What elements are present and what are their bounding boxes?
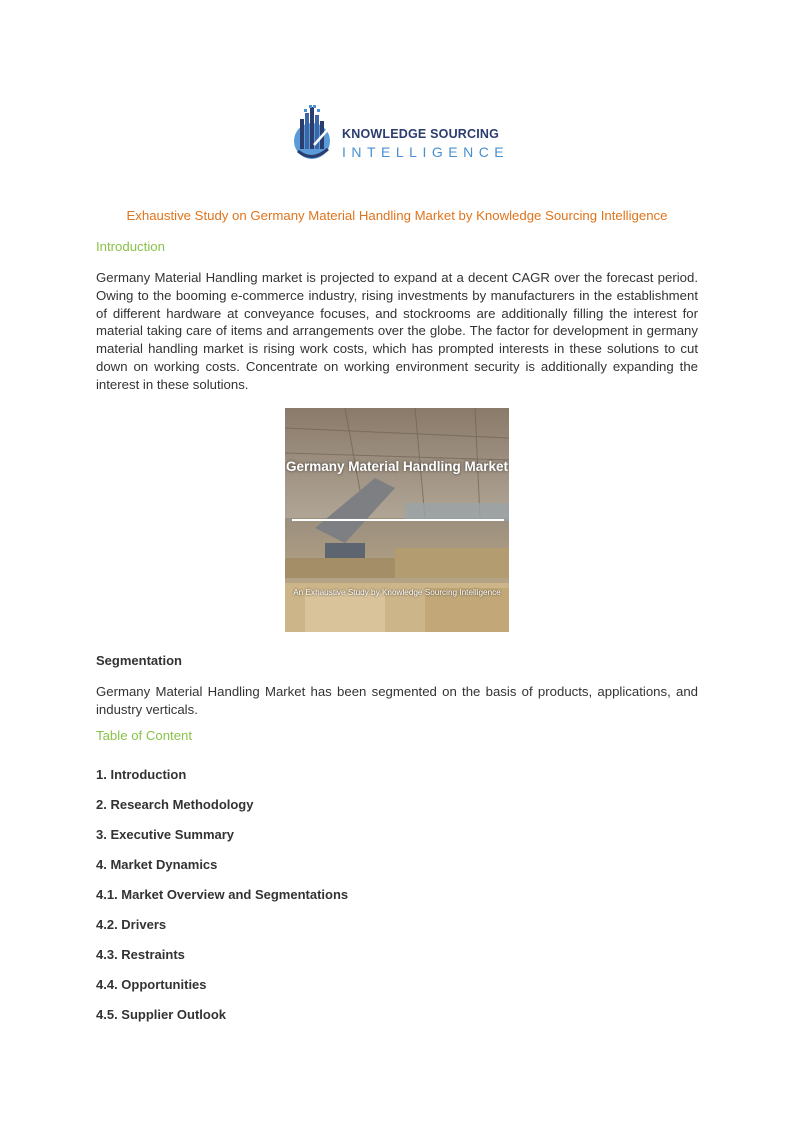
hero-divider (292, 519, 504, 521)
toc-item: 4.5. Supplier Outlook (96, 1007, 227, 1022)
toc-item: 4. Market Dynamics (96, 857, 218, 872)
toc-item: 2. Research Methodology (96, 797, 254, 812)
hero-title: Germany Material Handling Market (285, 459, 509, 474)
toc-item: 4.1. Market Overview and Segmentations (96, 887, 349, 902)
toc-item: 1. Introduction (96, 767, 187, 782)
logo-globe-icon (290, 105, 340, 165)
segmentation-heading: Segmentation (96, 653, 182, 668)
introduction-paragraph: Germany Material Handling market is projected to expand at a decent CAGR over the forecast period. Owing to the booming e-commerce industry, rising investments by manufacturers in the establishment of different hardware at conveyance focuses, and stockrooms are additionally filling the interest for material taking care of items and arrangements over the globe. The factor for development in germany material handling market is rising work costs, which has prompted interests in these solutions to cut down on working costs. Concentrate on working environment security is additionally expanding the interest in these solutions. (96, 270, 698, 392)
logo-text-secondary: INTELLIGENCE (342, 144, 510, 160)
segmentation-paragraph: Germany Material Handling Market has been segmented on the basis of products, applications, and industry verticals. (96, 684, 698, 717)
toc-item: 4.4. Opportunities (96, 977, 207, 992)
introduction-heading: Introduction (96, 239, 165, 254)
hero-image (285, 408, 509, 632)
document-title: Exhaustive Study on Germany Material Handling Market by Knowledge Sourcing Intelligence (126, 208, 668, 223)
hero-subtitle: An Exhaustive Study by Knowledge Sourcing Intelligence (293, 588, 501, 597)
toc-item: 4.2. Drivers (96, 917, 167, 932)
company-logo (290, 105, 510, 165)
toc-item: 4.3. Restraints (96, 947, 185, 962)
logo-text-primary: KNOWLEDGE SOURCING (342, 127, 500, 141)
toc-item: 3. Executive Summary (96, 827, 235, 842)
toc-heading: Table of Content (96, 728, 193, 743)
